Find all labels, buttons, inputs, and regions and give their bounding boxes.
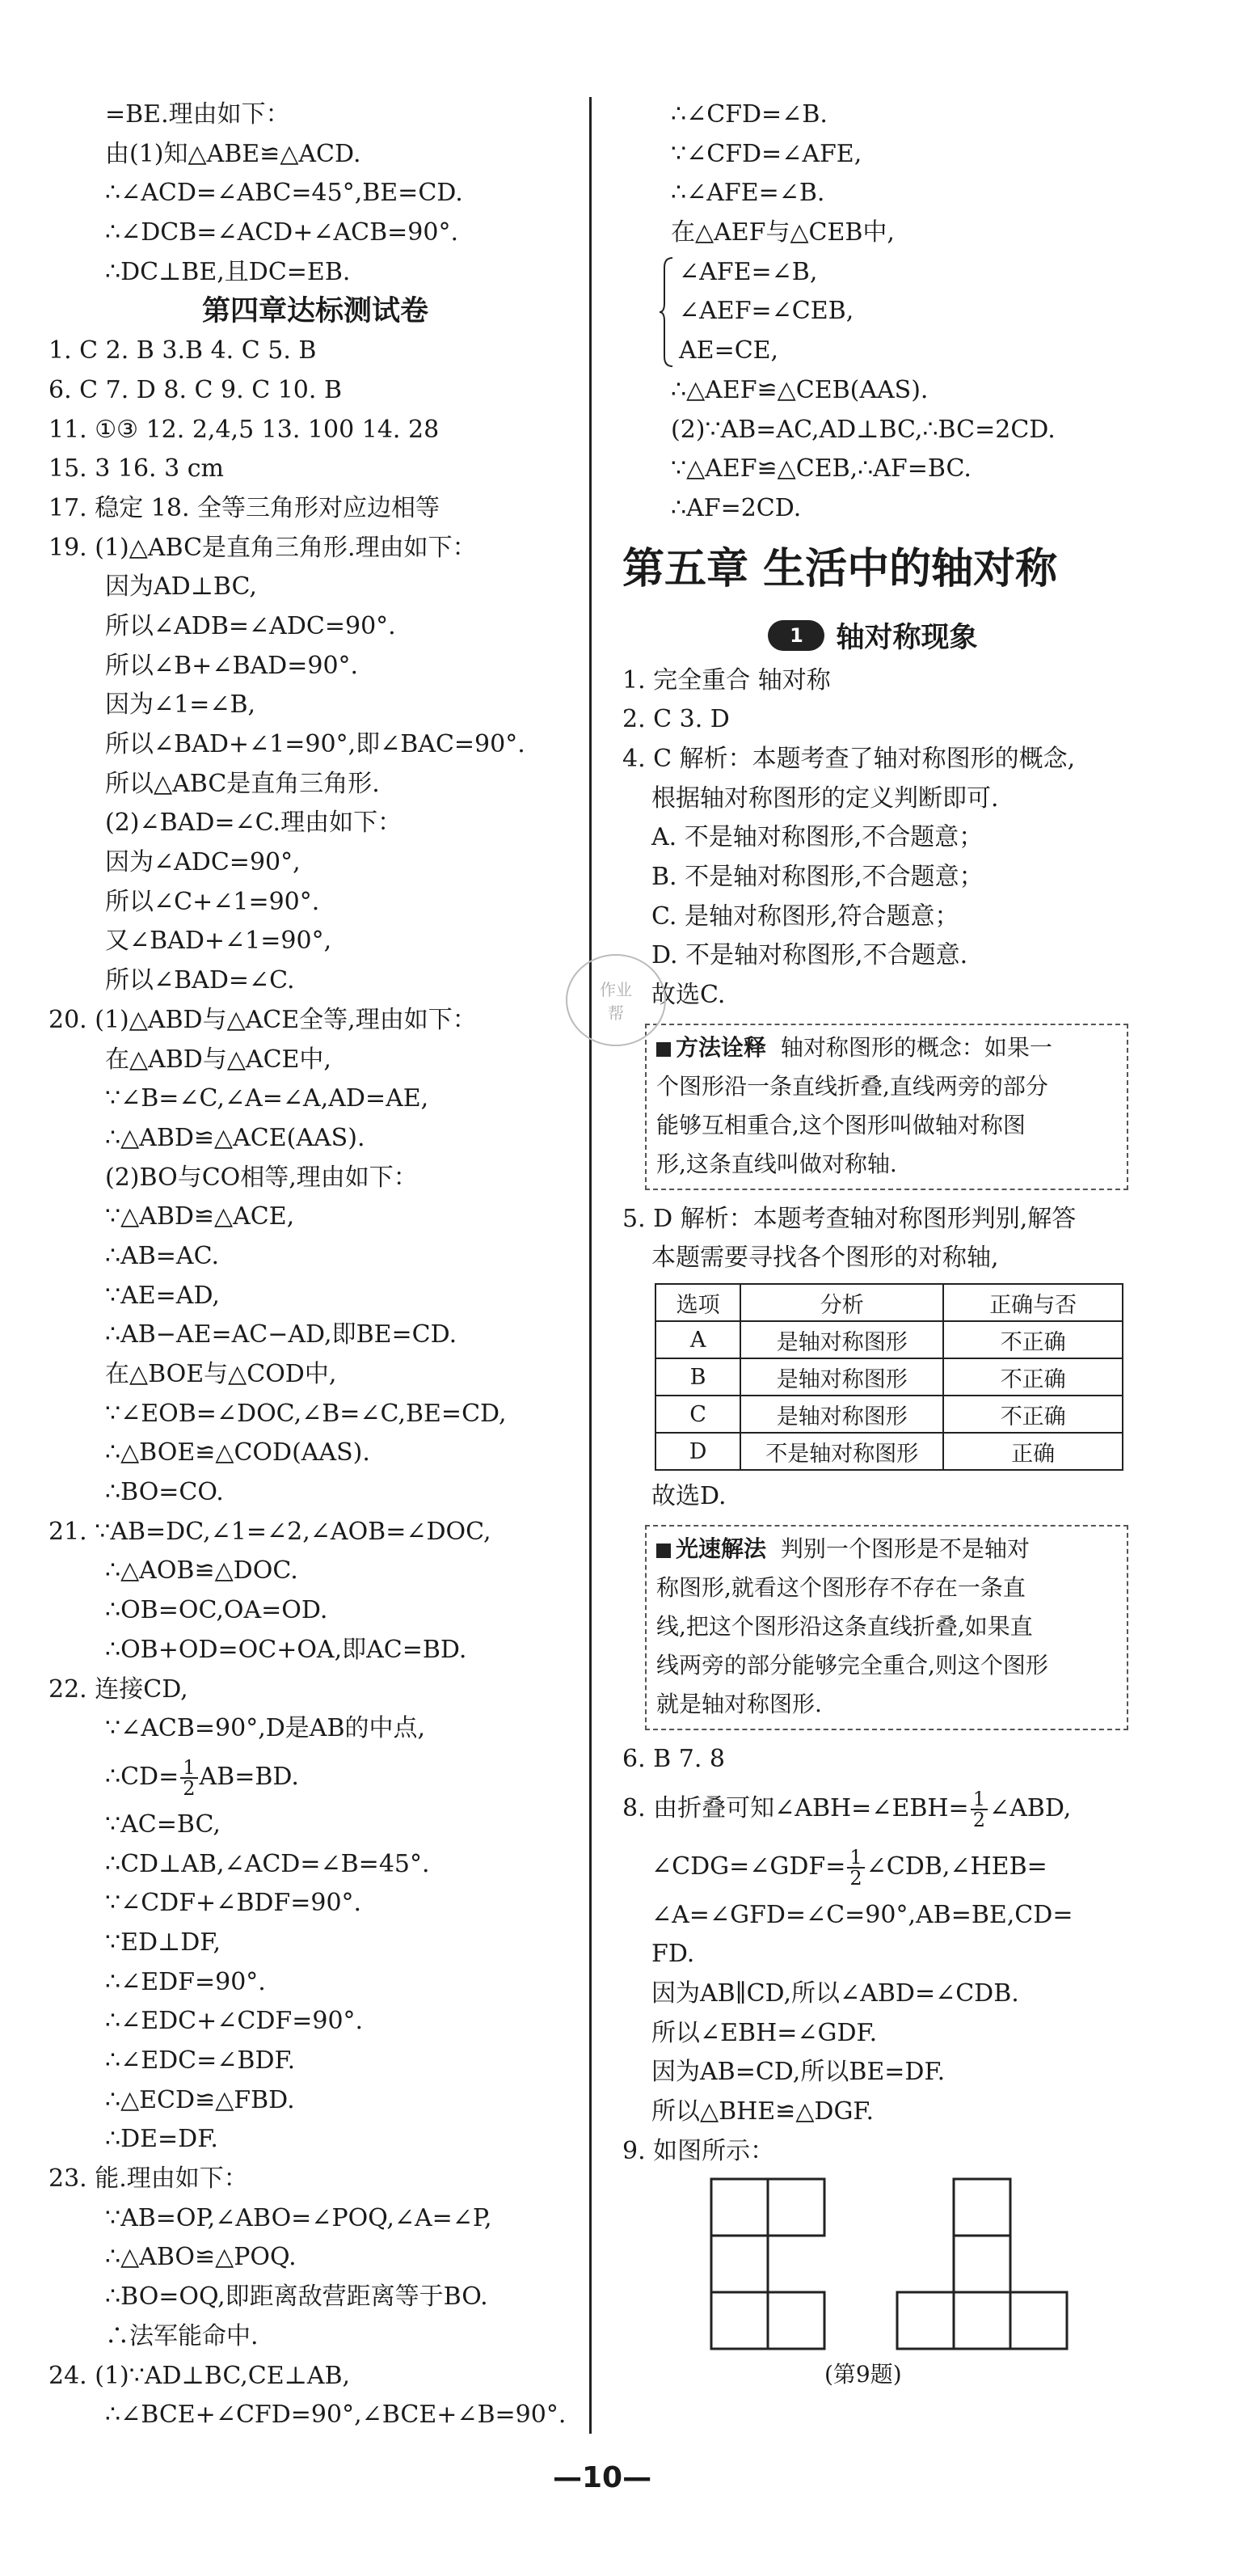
box-line: 能够互相重合,这个图形叫做轴对称图 — [656, 1111, 1026, 1138]
q22-line: ∴∠EDC+∠CDF=90°. — [105, 2007, 364, 2036]
fraction-numerator: 1 — [847, 1848, 864, 1869]
table-cell: 不正确 — [943, 1321, 1123, 1358]
q19-line: 因为∠ADC=90°, — [105, 848, 301, 877]
stamp-text: 作业 — [600, 980, 632, 999]
fraction-denominator: 2 — [849, 1866, 862, 1890]
q22-line: ∵∠ACB=90°,D是AB的中点, — [105, 1714, 426, 1743]
fraction — [847, 1845, 864, 1890]
fraction-denominator: 2 — [183, 1776, 196, 1800]
grid-cell — [897, 2292, 954, 2349]
fraction — [180, 1755, 197, 1800]
q19-line: 所以∠BAD=∠C. — [105, 966, 295, 995]
stamp-text: 帮 — [608, 1003, 624, 1023]
q20-line: (2)BO与CO相等,理由如下： — [105, 1163, 418, 1192]
text-line: ∴∠DCB=∠ACD+∠ACB=90°. — [105, 218, 459, 247]
q20-line: ∴AB−AE=AC−AD,即BE=CD. — [105, 1320, 457, 1349]
table-row — [655, 1433, 1123, 1470]
page-number: —10— — [553, 2461, 652, 2494]
grid-cell — [954, 2292, 1010, 2349]
q22-fraction-line — [48, 1749, 582, 1805]
lesson-badge: 1 — [768, 620, 824, 651]
q19-line: 所以∠BAD+∠1=90°,即∠BAC=90°. — [105, 730, 525, 758]
lesson-header — [622, 610, 1123, 661]
section-title: 第四章达标测试卷 — [201, 295, 428, 328]
grid-cell — [954, 2236, 1010, 2292]
column-divider — [589, 97, 592, 2434]
q20-line: ∴△BOE≌△COD(AAS). — [105, 1438, 370, 1467]
text-line: ∴△AEF≌△CEB(AAS). — [671, 375, 929, 404]
table-cell: 是轴对称图形 — [740, 1396, 943, 1433]
text-line: ∴∠AFE=∠B. — [671, 179, 825, 208]
box-line: 线两旁的部分能够完全重合,则这个图形 — [656, 1651, 1048, 1679]
fraction-numerator: 1 — [971, 1789, 988, 1810]
q8-frac-post: ∠ABD, — [988, 1793, 1072, 1822]
q8-frac-pre: 8. 由折叠可知∠ABH=∠EBH= — [622, 1793, 969, 1822]
q20-line: ∵∠EOB=∠DOC,∠B=∠C,BE=CD, — [105, 1399, 507, 1428]
q20-line: ∵∠B=∠C,∠A=∠A,AD=AE, — [105, 1084, 429, 1113]
box-text: 判别一个图形是不是轴对 — [780, 1535, 1030, 1562]
table-header-row — [655, 1284, 1123, 1321]
q22-line: ∴∠EDF=90°. — [105, 1967, 266, 1996]
lesson-title: 轴对称现象 — [836, 621, 978, 654]
answer-line: 2. C 3. D — [622, 705, 730, 734]
q21-line: ∴OB+OD=OC+OA,即AC=BD. — [105, 1635, 467, 1664]
box-line: 线,把这个图形沿这条直线折叠,如果直 — [656, 1612, 1033, 1640]
q19-line: 所以∠B+∠BAD=90°. — [105, 651, 359, 680]
box-line — [656, 1530, 1117, 1569]
box-line: 称图形,就看这个图形存不存在一条直 — [656, 1573, 1026, 1601]
q8-frac-pre: ∠CDG=∠GDF= — [651, 1852, 846, 1881]
q23-line: ∴BO=OQ,即距离敌营距离等于BO. — [105, 2283, 488, 2312]
q20-line: 在△BOE与△COD中, — [105, 1360, 337, 1388]
q19-line: (2)∠BAD=∠C.理由如下： — [105, 809, 403, 838]
note-icon — [656, 1042, 671, 1057]
fraction — [971, 1789, 988, 1830]
right-column — [622, 95, 1123, 2389]
grid-cell — [711, 2179, 768, 2236]
analysis-table — [655, 1283, 1123, 1471]
q19-line: 因为∠1=∠B, — [105, 690, 256, 720]
table-header: 分析 — [740, 1284, 943, 1321]
q19-line: 所以△ABC是直角三角形. — [105, 769, 380, 798]
q8-fraction-line — [622, 1780, 1123, 1838]
q22-line: ∵AC=BC, — [105, 1810, 221, 1839]
q24-line: ∴∠BCE+∠CFD=90°,∠BCE+∠B=90°. — [105, 2401, 567, 2430]
box-line — [656, 1028, 1117, 1067]
left-column — [48, 95, 582, 2435]
q8-fraction-line — [622, 1838, 1123, 1896]
answer-line: 1. 完全重合 轴对称 — [622, 665, 831, 695]
answer-line: 本题需要寻找各个图形的对称轴, — [651, 1244, 999, 1273]
answer-line: 1. C 2. B 3.B 4. C 5. B — [48, 336, 317, 365]
grid-cell — [768, 2292, 824, 2349]
q22-line: ∵∠CDF+∠BDF=90°. — [105, 1889, 362, 1918]
table-cell: 是轴对称图形 — [740, 1358, 943, 1396]
grid-figure — [622, 2171, 1123, 2357]
q24-line: 24. (1)∵AD⊥BC,CE⊥AB, — [48, 2361, 351, 2390]
text-line: 由(1)知△ABE≌△ACD. — [105, 139, 361, 168]
table-header: 正确与否 — [943, 1284, 1123, 1321]
answer-line: 所以△BHE≌△DGF. — [651, 2097, 875, 2126]
q23-line: ∵AB=OP,∠ABO=∠POQ,∠A=∠P, — [105, 2203, 492, 2232]
q23-line: ∴△ABO≌△POQ. — [105, 2243, 297, 2272]
answer-line: 6. C 7. D 8. C 9. C 10. B — [48, 375, 342, 404]
table-cell: 正确 — [943, 1433, 1123, 1470]
q19-line: 所以∠ADB=∠ADC=90°. — [105, 611, 396, 640]
text-line: ∴∠CFD=∠B. — [671, 100, 828, 129]
answer-line: D. 不是轴对称图形,不合题意. — [651, 941, 968, 970]
q22-line: ∴CD⊥AB,∠ACD=∠B=45°. — [105, 1849, 430, 1878]
box-line: 形,这条直线叫做对称轴. — [656, 1150, 897, 1177]
q19-line: 所以∠C+∠1=90°. — [105, 887, 320, 916]
answer-line: A. 不是轴对称图形,不合题意； — [651, 823, 984, 852]
q22-line: ∴△ECD≌△FBD. — [105, 2085, 295, 2114]
q21-line: 21. ∵AB=DC,∠1=∠2,∠AOB=∠DOC, — [48, 1517, 491, 1546]
text-line: ∴DC⊥BE,且DC=EB. — [105, 257, 351, 286]
answer-line: 所以∠EBH=∠GDF. — [651, 2018, 878, 2047]
answer-line: ∠A=∠GFD=∠C=90°,AB=BE,CD= — [651, 1900, 1073, 1929]
q20-line: ∴BO=CO. — [105, 1478, 224, 1507]
condition-line: ∠AEF=∠CEB, — [679, 297, 854, 326]
watermark-stamp — [566, 954, 666, 1046]
table-row — [655, 1358, 1123, 1396]
table-cell: 不正确 — [943, 1396, 1123, 1433]
answer-line: 故选D. — [651, 1482, 727, 1511]
q22-line: ∴∠EDC=∠BDF. — [105, 2046, 296, 2075]
table-cell: 不正确 — [943, 1358, 1123, 1396]
q23-line: ∴法军能命中. — [105, 2321, 259, 2350]
answer-line: 故选C. — [651, 981, 726, 1010]
table-cell: D — [655, 1433, 740, 1470]
brace-icon — [658, 256, 674, 368]
fraction-numerator: 1 — [180, 1758, 197, 1779]
text-line: ∵△AEF≌△CEB,∴AF=BC. — [671, 454, 972, 484]
grid-cell — [711, 2236, 768, 2292]
q21-line: ∴OB=OC,OA=OD. — [105, 1596, 328, 1625]
figure-caption: (第9题) — [824, 2361, 902, 2388]
text-line: (2)∵AB=AC,AD⊥BC,∴BC=2CD. — [671, 415, 1056, 444]
q22-line: ∵ED⊥DF, — [105, 1928, 221, 1957]
q19-line: 又∠BAD+∠1=90°, — [105, 927, 332, 956]
q22-line: ∴DE=DF. — [105, 2125, 218, 2154]
answer-line: 根据轴对称图形的定义判断即可. — [651, 783, 999, 813]
q20-line: 20. (1)△ABD与△ACE全等,理由如下： — [48, 1005, 477, 1034]
text-line: ∴AF=2CD. — [671, 493, 802, 522]
q22-frac-post: AB=BD. — [199, 1762, 299, 1791]
q19-line: 19. (1)△ABC是直角三角形.理由如下： — [48, 533, 477, 562]
answer-line: 因为AB∥CD,所以∠ABD=∠CDB. — [651, 1978, 1019, 2008]
q20-line: ∴AB=AC. — [105, 1241, 220, 1270]
q8-frac-post: ∠CDB,∠HEB= — [866, 1852, 1047, 1881]
table-cell: 是轴对称图形 — [740, 1321, 943, 1358]
table-row — [655, 1396, 1123, 1433]
fraction-denominator: 2 — [972, 1808, 985, 1831]
congruence-conditions — [622, 253, 1123, 371]
q20-line: ∵AE=AD, — [105, 1281, 220, 1310]
answer-line: 15. 3 16. 3 cm — [48, 454, 224, 484]
table-cell: A — [655, 1321, 740, 1358]
grid-cell — [768, 2179, 824, 2236]
answer-line: 因为AB=CD,所以BE=DF. — [651, 2058, 946, 2087]
quick-method-box — [645, 1525, 1128, 1730]
condition-line: AE=CE, — [679, 336, 779, 365]
table-cell: 不是轴对称图形 — [740, 1433, 943, 1470]
text-line: 在△AEF与△CEB中, — [671, 218, 895, 247]
chapter-title: 第五章 生活中的轴对称 — [622, 544, 1058, 593]
text-line: ∵∠CFD=∠AFE, — [671, 139, 862, 168]
q19-line: 因为AD⊥BC, — [105, 572, 257, 602]
table-row — [655, 1321, 1123, 1358]
box-text: 轴对称图形的概念：如果一 — [780, 1033, 1052, 1061]
table-header: 选项 — [655, 1284, 740, 1321]
answer-line: 9. 如图所示： — [622, 2136, 775, 2165]
box-line: 就是轴对称图形. — [656, 1690, 822, 1717]
answer-line: 11. ①③ 12. 2,4,5 13. 100 14. 28 — [48, 415, 440, 444]
q22-line: 22. 连接CD, — [48, 1674, 188, 1704]
q9-figure — [622, 2171, 1123, 2389]
answer-line: C. 是轴对称图形,符合题意； — [651, 902, 959, 931]
box-label: 方法诠释 — [676, 1033, 767, 1061]
condition-line: ∠AFE=∠B, — [679, 257, 818, 286]
grid-cell — [954, 2179, 1010, 2236]
answer-line: 17. 稳定 18. 全等三角形对应边相等 — [48, 493, 440, 522]
answer-line: FD. — [651, 1940, 695, 1969]
q20-line: ∵△ABD≌△ACE, — [105, 1202, 295, 1231]
table-cell: C — [655, 1396, 740, 1433]
q23-line: 23. 能.理由如下： — [48, 2164, 248, 2194]
text-line: =BE.理由如下： — [105, 100, 290, 129]
note-icon — [656, 1543, 671, 1558]
q20-line: ∴△ABD≌△ACE(AAS). — [105, 1123, 365, 1152]
box-label: 光速解法 — [676, 1535, 767, 1562]
q22-frac-pre: ∴CD= — [105, 1762, 179, 1791]
grid-cell — [1010, 2292, 1067, 2349]
answer-line: 5. D 解析：本题考查轴对称图形判别,解答 — [622, 1204, 1077, 1233]
box-line: 个图形沿一条直线折叠,直线两旁的部分 — [656, 1072, 1048, 1100]
grid-cell — [711, 2292, 768, 2349]
q20-line: 在△ABD与△ACE中, — [105, 1045, 331, 1074]
answer-line: 6. B 7. 8 — [622, 1744, 725, 1773]
method-note-box — [645, 1024, 1128, 1190]
table-cell: B — [655, 1358, 740, 1396]
text-line: ∴∠ACD=∠ABC=45°,BE=CD. — [105, 179, 463, 208]
answer-line: 4. C 解析：本题考查了轴对称图形的概念, — [622, 744, 1076, 773]
answer-line: B. 不是轴对称图形,不合题意； — [651, 863, 984, 891]
q21-line: ∴△AOB≌△DOC. — [105, 1556, 298, 1586]
